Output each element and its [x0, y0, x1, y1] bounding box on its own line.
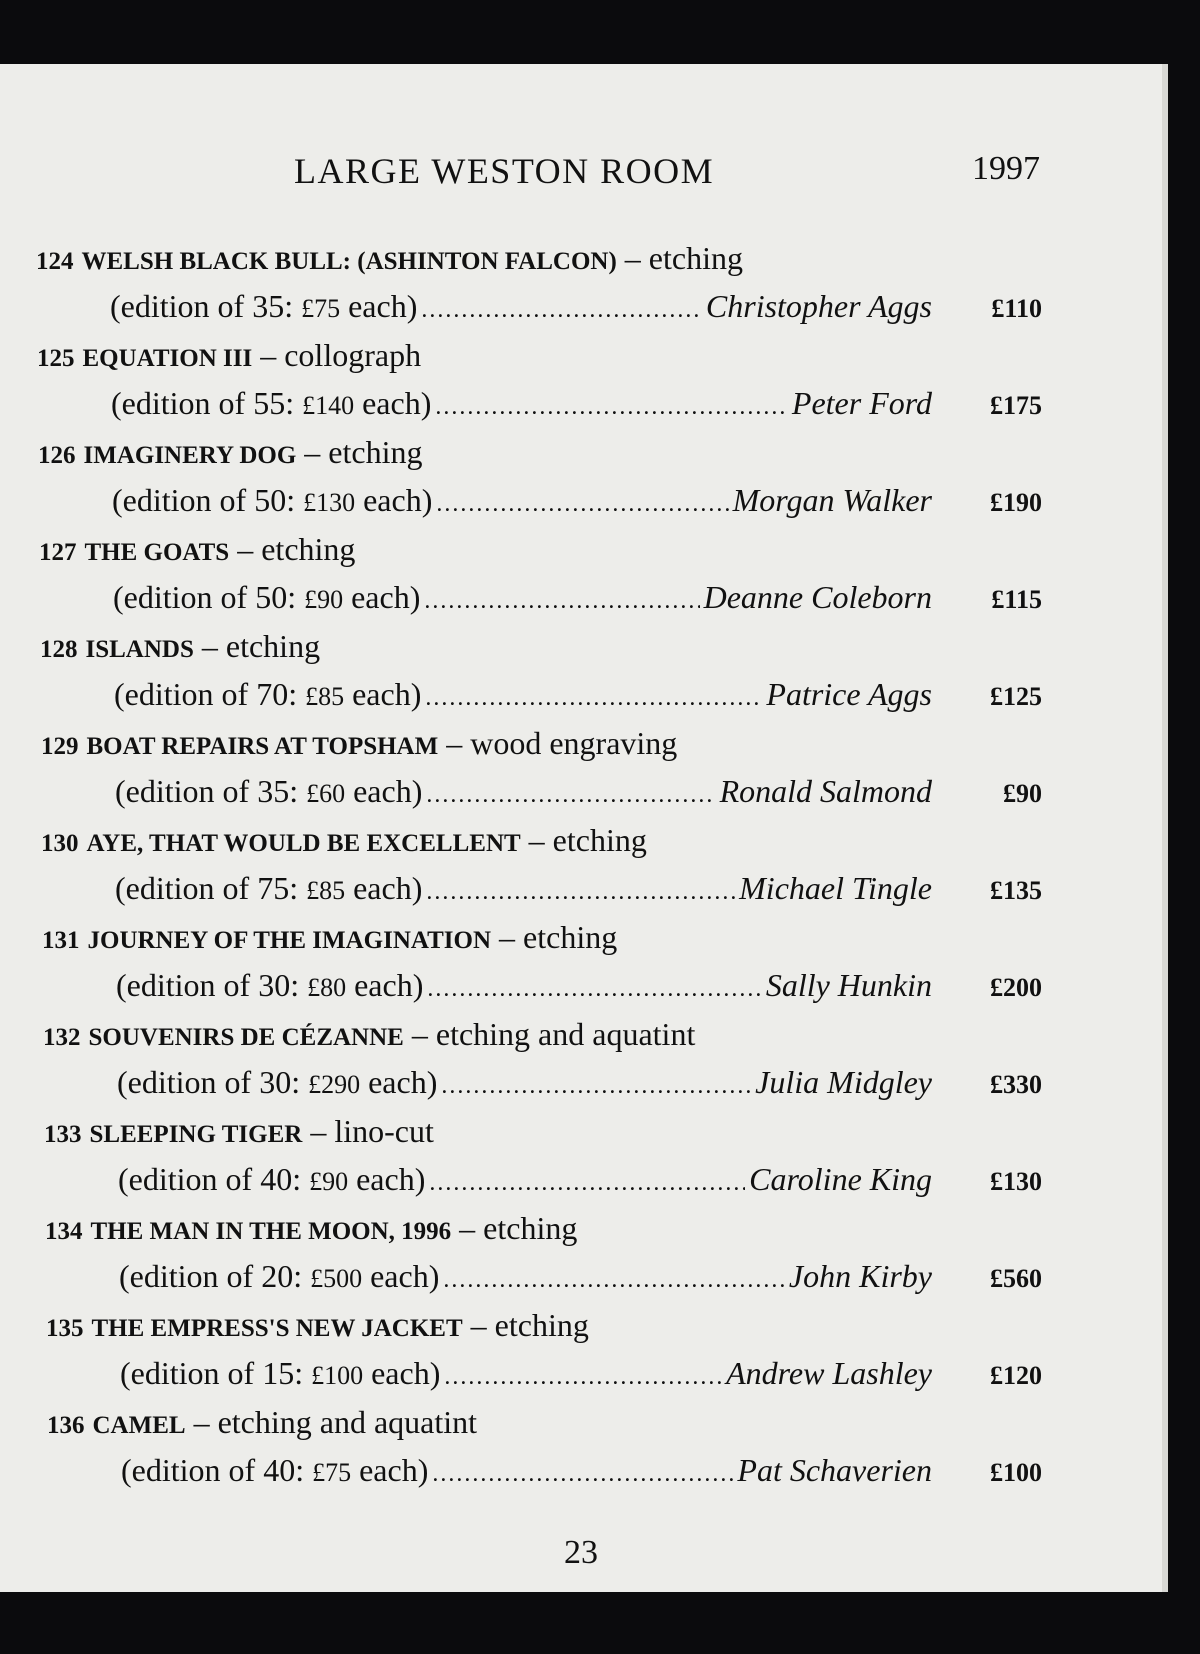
- entry-details: [119, 1258, 1042, 1295]
- entry-title: THE GOATS: [84, 539, 230, 566]
- entry-heading: [46, 1307, 589, 1344]
- sale-price: £120: [990, 1361, 1042, 1390]
- edition-price: £75: [301, 294, 341, 323]
- entry-medium: etching: [483, 1210, 578, 1246]
- dot-leader: [443, 1267, 785, 1294]
- sale-price: £200: [990, 973, 1042, 1002]
- edition-tail: each): [370, 1258, 440, 1294]
- edition-info: [116, 967, 423, 1004]
- entry-heading: [41, 725, 677, 762]
- edition-text: (edition of 20:: [119, 1258, 303, 1294]
- sale-price: £135: [990, 876, 1042, 905]
- dot-leader: [424, 588, 699, 615]
- edition-price: £500: [310, 1264, 363, 1293]
- entry-details: [111, 385, 1042, 422]
- edition-tail: each): [352, 676, 422, 712]
- entry-details: [115, 773, 1042, 810]
- dash-separator: –: [520, 822, 553, 858]
- dash-separator: –: [491, 919, 524, 955]
- entry-medium: etching: [261, 531, 356, 567]
- entry-medium: wood engraving: [470, 725, 678, 761]
- entry-title: JOURNEY OF THE IMAGINATION: [87, 927, 492, 954]
- sale-price: £560: [990, 1264, 1042, 1293]
- edition-tail: each): [351, 579, 421, 615]
- entry-heading: [39, 531, 355, 568]
- entry-medium: etching: [494, 1307, 589, 1343]
- edition-info: [114, 676, 421, 713]
- edition-price: £90: [304, 585, 344, 614]
- artist-name: Andrew Lashley: [726, 1355, 932, 1391]
- sale-price: £115: [991, 585, 1042, 614]
- edition-tail: each): [362, 385, 432, 421]
- edition-tail: each): [356, 1161, 426, 1197]
- entry-details: [117, 1064, 1042, 1101]
- entry-number: 128: [40, 636, 78, 663]
- entry-number: 136: [47, 1412, 85, 1439]
- edition-text: (edition of 35:: [115, 773, 299, 809]
- sale-price: £330: [990, 1070, 1042, 1099]
- edition-info: [113, 579, 420, 616]
- edition-tail: each): [348, 288, 418, 324]
- entry-medium: etching and aquatint: [217, 1404, 478, 1440]
- dot-leader: [421, 297, 702, 324]
- artist-name: Deanne Coleborn: [703, 579, 932, 615]
- entry-medium: lino-cut: [334, 1113, 434, 1149]
- page-header: [0, 150, 1162, 200]
- edition-info: [115, 870, 422, 907]
- catalogue-entry: [46, 1307, 1042, 1404]
- edition-tail: each): [363, 482, 433, 518]
- artist-name: Peter Ford: [791, 385, 932, 421]
- artist-name: Patrice Aggs: [766, 676, 932, 712]
- artist-name: Christopher Aggs: [705, 288, 932, 324]
- edition-price: £85: [306, 876, 346, 905]
- entry-heading: [37, 337, 421, 374]
- dash-separator: –: [403, 1016, 436, 1052]
- entry-title: THE MAN IN THE MOON, 1996: [90, 1218, 452, 1245]
- dash-separator: –: [296, 434, 329, 470]
- entry-title: WELSH BLACK BULL: (ASHINTON FALCON): [81, 248, 617, 275]
- room-title: LARGE WESTON ROOM: [294, 151, 715, 191]
- edition-price: £130: [303, 488, 356, 517]
- dash-separator: –: [616, 240, 649, 276]
- entry-number: 132: [43, 1024, 81, 1051]
- catalogue-entry: [41, 725, 1042, 822]
- artist-name: Pat Schaverien: [737, 1452, 932, 1488]
- dot-leader: [444, 1364, 722, 1391]
- edition-price: £290: [308, 1070, 361, 1099]
- entry-number: 133: [44, 1121, 82, 1148]
- dot-leader: [427, 976, 761, 1003]
- artist-name: Caroline King: [749, 1161, 932, 1197]
- entry-details: [113, 579, 1042, 616]
- entry-medium: collograph: [284, 337, 422, 373]
- edition-price: £90: [309, 1167, 349, 1196]
- dash-separator: –: [302, 1113, 335, 1149]
- edition-price: £75: [312, 1458, 352, 1487]
- entry-details: [110, 288, 1042, 325]
- edition-info: [117, 1064, 437, 1101]
- catalogue-entry: [39, 531, 1042, 628]
- dot-leader: [435, 394, 788, 421]
- entry-heading: [45, 1210, 577, 1247]
- year-label: 1997: [972, 150, 1040, 187]
- entry-medium: etching: [648, 240, 743, 276]
- artist-name: Julia Midgley: [755, 1064, 932, 1100]
- edition-tail: each): [371, 1355, 441, 1391]
- entry-number: 124: [36, 248, 74, 275]
- sale-price: £100: [990, 1458, 1042, 1487]
- page-number: 23: [564, 1534, 598, 1571]
- entry-medium: etching: [552, 822, 647, 858]
- edition-tail: each): [359, 1452, 429, 1488]
- entry-heading: [41, 822, 647, 859]
- edition-tail: each): [354, 967, 424, 1003]
- dash-separator: –: [193, 628, 226, 664]
- edition-text: (edition of 50:: [113, 579, 297, 615]
- artist-name: Michael Tingle: [739, 870, 932, 906]
- dash-separator: –: [229, 531, 262, 567]
- entry-number: 130: [41, 830, 79, 857]
- entry-details: [115, 870, 1042, 907]
- edition-text: (edition of 35:: [110, 288, 294, 324]
- entry-heading: [38, 434, 422, 471]
- entry-title: BOAT REPAIRS AT TOPSHAM: [86, 733, 439, 760]
- catalogue-entry: [44, 1113, 1042, 1210]
- entry-details: [120, 1355, 1042, 1392]
- entry-details: [121, 1452, 1042, 1489]
- entry-medium: etching and aquatint: [435, 1016, 696, 1052]
- entry-title: SLEEPING TIGER: [89, 1121, 303, 1148]
- catalogue-entry: [43, 1016, 1042, 1113]
- edition-info: [118, 1161, 425, 1198]
- entry-details: [114, 676, 1042, 713]
- entry-title: EQUATION III: [82, 345, 253, 372]
- artist-name: John Kirby: [788, 1258, 932, 1294]
- dot-leader: [429, 1170, 745, 1197]
- entry-title: SOUVENIRS DE CÉZANNE: [88, 1024, 404, 1051]
- edition-text: (edition of 75:: [115, 870, 299, 906]
- entry-details: [118, 1161, 1042, 1198]
- catalogue-entry: [37, 337, 1042, 434]
- entry-details: [116, 967, 1042, 1004]
- catalogue-entry: [45, 1210, 1042, 1307]
- entry-heading: [47, 1404, 477, 1441]
- entry-title: THE EMPRESS'S NEW JACKET: [91, 1315, 463, 1342]
- edition-tail: each): [353, 773, 423, 809]
- entry-number: 134: [45, 1218, 83, 1245]
- sale-price: £175: [990, 391, 1042, 420]
- edition-text: (edition of 50:: [112, 482, 296, 518]
- dot-leader: [441, 1073, 751, 1100]
- catalogue-entry: [38, 434, 1042, 531]
- entry-medium: etching: [225, 628, 321, 664]
- dot-leader: [426, 782, 715, 809]
- edition-info: [112, 482, 432, 519]
- edition-info: [119, 1258, 439, 1295]
- edition-info: [121, 1452, 428, 1489]
- dash-separator: –: [185, 1404, 218, 1440]
- catalogue-entries: [36, 240, 1042, 1501]
- entry-heading: [42, 919, 617, 956]
- catalogue-entry: [47, 1404, 1042, 1501]
- edition-price: £100: [311, 1361, 364, 1390]
- edition-price: £140: [302, 391, 355, 420]
- entry-number: 125: [37, 345, 75, 372]
- edition-text: (edition of 15:: [120, 1355, 304, 1391]
- entry-medium: etching: [523, 919, 618, 955]
- edition-tail: each): [368, 1064, 438, 1100]
- edition-text: (edition of 30:: [116, 967, 300, 1003]
- edition-info: [115, 773, 422, 810]
- entry-number: 135: [46, 1315, 84, 1342]
- edition-text: (edition of 55:: [111, 385, 295, 421]
- entry-title: AYE, THAT WOULD BE EXCELLENT: [86, 830, 521, 857]
- entry-title: IMAGINERY DOG: [83, 442, 297, 469]
- artist-name: Morgan Walker: [732, 482, 932, 518]
- artist-name: Ronald Salmond: [719, 773, 932, 809]
- entry-heading: [43, 1016, 695, 1053]
- dot-leader: [432, 1461, 733, 1488]
- edition-info: [120, 1355, 440, 1392]
- edition-tail: each): [353, 870, 423, 906]
- entry-heading: [44, 1113, 434, 1150]
- dot-leader: [426, 879, 735, 906]
- entry-title: CAMEL: [92, 1412, 186, 1439]
- dot-leader: [436, 491, 728, 518]
- edition-info: [110, 288, 417, 325]
- sale-price: £190: [990, 488, 1042, 517]
- edition-price: £60: [306, 779, 346, 808]
- artist-name: Sally Hunkin: [765, 967, 932, 1003]
- entry-heading: [40, 628, 320, 665]
- catalogue-entry: [40, 628, 1042, 725]
- sale-price: £90: [1003, 779, 1042, 808]
- entry-heading: [36, 240, 743, 277]
- entry-number: 126: [38, 442, 76, 469]
- edition-text: (edition of 40:: [118, 1161, 302, 1197]
- edition-info: [111, 385, 431, 422]
- catalogue-entry: [42, 919, 1042, 1016]
- sale-price: £110: [991, 294, 1042, 323]
- dot-leader: [425, 685, 762, 712]
- sale-price: £125: [990, 682, 1042, 711]
- dash-separator: –: [451, 1210, 484, 1246]
- dash-separator: –: [252, 337, 285, 373]
- edition-text: (edition of 40:: [121, 1452, 305, 1488]
- edition-text: (edition of 30:: [117, 1064, 301, 1100]
- entry-medium: etching: [328, 434, 423, 470]
- catalogue-entry: [41, 822, 1042, 919]
- edition-price: £80: [307, 973, 347, 1002]
- edition-text: (edition of 70:: [114, 676, 298, 712]
- entry-title: ISLANDS: [85, 636, 194, 663]
- entry-number: 131: [42, 927, 80, 954]
- edition-price: £85: [305, 682, 345, 711]
- sale-price: £130: [990, 1167, 1042, 1196]
- dash-separator: –: [462, 1307, 495, 1343]
- entry-number: 127: [39, 539, 77, 566]
- catalogue-entry: [36, 240, 1042, 337]
- entry-number: 129: [41, 733, 79, 760]
- entry-details: [112, 482, 1042, 519]
- dash-separator: –: [438, 725, 471, 761]
- catalogue-page: [0, 64, 1162, 1592]
